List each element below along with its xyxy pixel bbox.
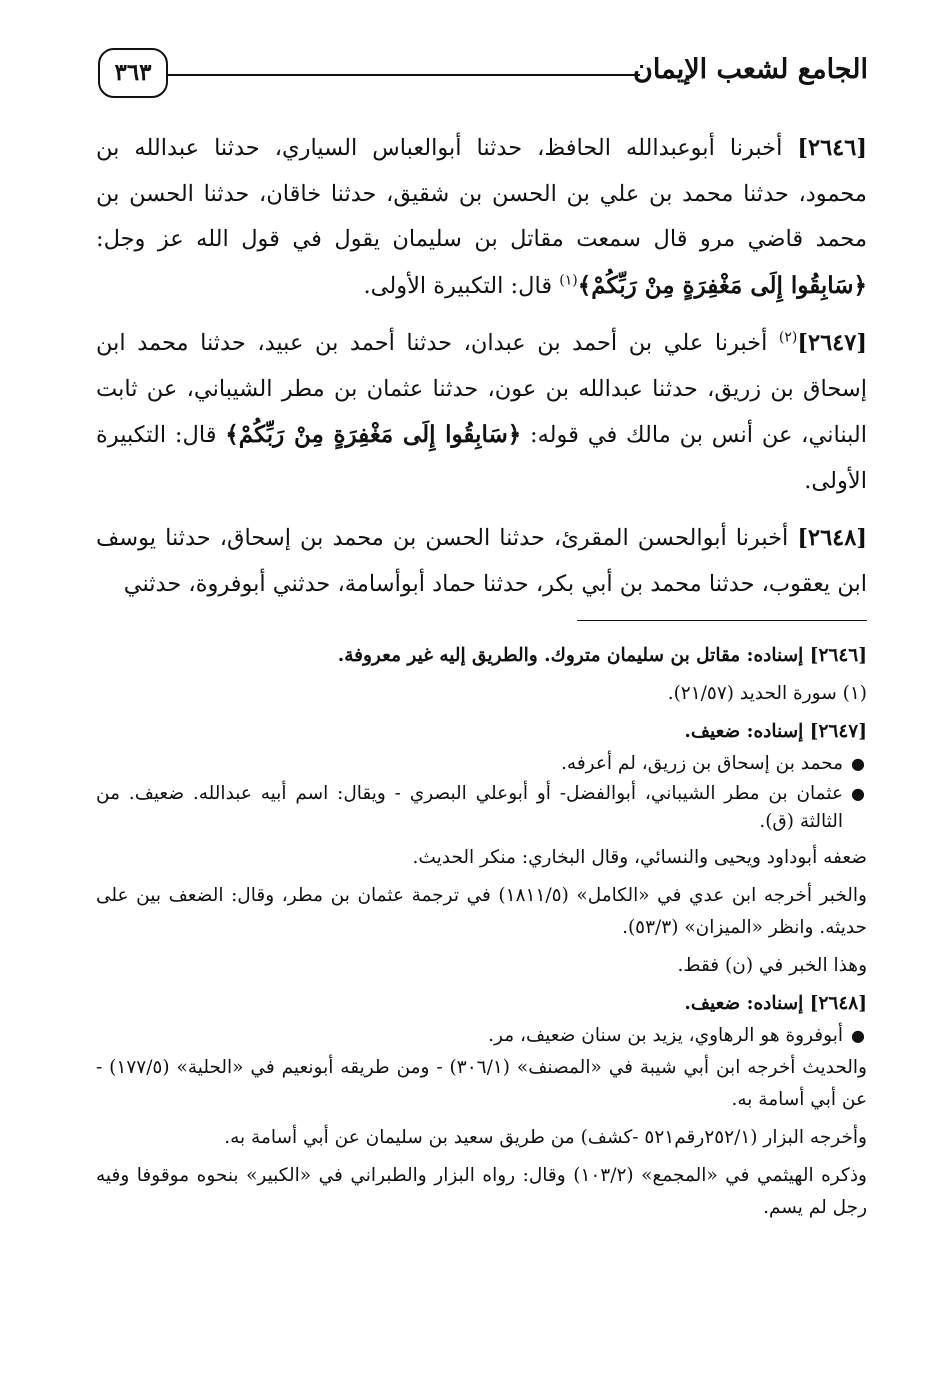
footnote-paragraph: وهذا الخبر في (ن) فقط. [677, 955, 867, 976]
footnote-2648 [96, 988, 867, 1020]
bullet-icon: ● [851, 754, 865, 773]
footnote-number: [٢٦٤٨] [809, 993, 867, 1014]
footnote-1: (١) سورة الحديد (٢١/٥٧). [667, 683, 867, 704]
footnote-text: إسناده: ضعيف. [684, 993, 810, 1014]
footnote-number: [٢٦٤٦] [809, 645, 867, 666]
hadith-text-end: قال: التكبيرة الأولى. [363, 272, 560, 299]
hadith-2647 [96, 321, 867, 504]
hadith-text: أخبرنا علي بن أحمد بن عبدان، حدثنا أحمد بن عبيد، حدثنا محمد ابن إسحاق بن زريق، حدثنا عبدالله بن عون، حدثنا عثمان بن مطر الشيباني، عن ثابت البناني، عن أنس بن مالك في قوله: [96, 330, 868, 448]
footnote-2647 [96, 716, 867, 748]
footnote-bullet [96, 750, 867, 778]
footnote-text: إسناده: ضعيف. [684, 721, 810, 742]
footnote-bullet [96, 1022, 867, 1050]
footnote-paragraph: وأخرجه البزار (٢٥٢/١رقم٥٢١ -كشف) من طريق سعيد بن سليمان عن أبي أسامة به. [224, 1127, 867, 1148]
footnote-ref: (١) [559, 272, 578, 288]
main-text [96, 126, 867, 619]
hadith-2648 [96, 516, 867, 607]
hadith-text: أخبرنا أبوعبدالله الحافظ، حدثنا أبوالعباس السياري، حدثنا عبدالله بن محمود، حدثنا محمد بن علي بن الحسن بن شقيق، حدثنا خاقان، حدثنا الحسن بن محمد قاضي مرو قال سمعت مقاتل بن سليمان يقول في قول الله عز وجل: [96, 135, 867, 252]
footnote-paragraph: ضعفه أبوداود ويحيى والنسائي، وقال البخاري: منكر الحديث. [412, 847, 867, 868]
hadith-number: [٢٦٤٦] [797, 135, 867, 161]
footnote-paragraph: وذكره الهيثمي في «المجمع» (١٠٣/٢) وقال: رواه البزار والطبراني في «الكبير» بنحوه موقوفا وفيه رجل لم يسم. [96, 1165, 867, 1218]
hadith-text: أخبرنا أبوالحسن المقرئ، حدثنا الحسن بن محمد بن إسحاق، حدثنا يوسف ابن يعقوب، حدثنا محمد بن أبي بكر، حدثنا حماد أبوأسامة، حدثني أبوفروة، حدثني [96, 525, 867, 597]
footnote-text: إسناده: مقاتل بن سليمان متروك. والطريق إليه غير معروفة. [337, 645, 810, 666]
hadith-number: [٢٦٤٨] [797, 525, 867, 551]
footnote-ref: (٢) [778, 329, 798, 346]
footnote-bullet [96, 780, 867, 836]
quran-verse: ﴿سَابِقُوا إِلَى مَغْفِرَةٍ مِنْ رَبِّكُمْ﴾ [577, 271, 867, 299]
bullet-text: أبوفروة هو الرهاوي، يزيد بن سنان ضعيف، مر. [488, 1025, 843, 1046]
bullet-icon: ● [851, 1026, 865, 1045]
bullet-text: محمد بن إسحاق بن زريق، لم أعرفه. [561, 753, 843, 774]
footnote-number: [٢٦٤٧] [809, 721, 867, 742]
header-rule [168, 74, 640, 76]
bullet-icon: ● [851, 784, 865, 803]
quran-verse: ﴿سَابِقُوا إِلَى مَغْفِرَةٍ مِنْ رَبِّكُمْ﴾ [225, 421, 522, 448]
footnote-paragraph: والخبر أخرجه ابن عدي في «الكامل» (١٨١١/٥) في ترجمة عثمان بن مطر، وقال: الضعف بين على حديثه. وانظر «الميزان» (٥٣/٣). [96, 885, 867, 938]
hadith-2646 [96, 126, 867, 309]
page-header [98, 48, 868, 102]
page-number: ٣٦٣ [98, 48, 168, 98]
hadith-text-end: قال: التكبيرة الأولى. [96, 422, 867, 494]
footnote-2646 [96, 640, 867, 672]
bullet-text: عثمان بن مطر الشيباني، أبوالفضل- أو أبوعلي البصري - ويقال: اسم أبيه عبدالله. ضعيف. من الثالثة (ق). [96, 783, 843, 832]
footnote-paragraph: والحديث أخرجه ابن أبي شيبة في «المصنف» (٣٠٦/١) - ومن طريقه أبونعيم في «الحلية» (١٧٧/٥) - عن أبي أسامة به. [96, 1057, 867, 1110]
book-title: الجامع لشعب الإيمان [633, 54, 868, 85]
hadith-number: [٢٦٤٧] [797, 330, 867, 356]
footnotes [96, 640, 867, 1230]
footnote-divider [577, 620, 867, 621]
